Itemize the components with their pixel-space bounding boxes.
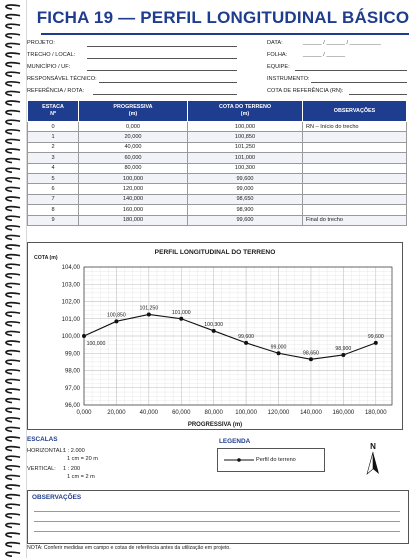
scale-vertical-eq: 1 cm = 2 m	[67, 474, 95, 480]
cell-progressiva: 40,000	[79, 142, 188, 152]
field-data-value[interactable]: ______ / ______ / __________	[303, 40, 381, 46]
data-label: 99,000	[270, 344, 287, 351]
data-point	[244, 341, 248, 345]
data-point	[179, 317, 183, 321]
cell-observacao[interactable]	[303, 205, 407, 215]
cell-progressiva: 100,000	[79, 173, 188, 183]
y-tick-label: 101,00	[61, 316, 80, 323]
profile-chart	[28, 243, 402, 429]
x-tick-label: 180,000	[364, 410, 387, 416]
cell-observacao[interactable]	[303, 194, 407, 204]
col-observacoes: OBSERVAÇÕES	[303, 101, 407, 122]
cell-cota: 99,600	[188, 215, 303, 225]
y-tick-label: 104,00	[61, 265, 80, 271]
table-row	[28, 122, 407, 132]
observations-title: OBSERVAÇÕES	[32, 494, 82, 501]
cell-observacao[interactable]: Final do trecho	[303, 215, 407, 225]
data-point	[212, 329, 216, 333]
x-tick-label: 60,000	[172, 410, 191, 416]
y-tick-label: 96,00	[64, 403, 80, 409]
survey-table	[27, 100, 407, 226]
scale-horizontal-eq: 1 cm = 20 m	[67, 456, 98, 462]
table-row	[28, 163, 407, 173]
table-row	[28, 153, 407, 163]
field-referencia-line[interactable]	[93, 94, 237, 95]
field-responsavel-line[interactable]	[99, 82, 237, 83]
col-cota: COTA DO TERRENO (m)	[188, 101, 303, 122]
cell-progressiva: 180,000	[79, 215, 188, 225]
table-row	[28, 215, 407, 225]
cell-progressiva: 20,000	[79, 132, 188, 142]
y-tick-label: 97,00	[64, 385, 80, 392]
chart-title: PERFIL LONGITUDINAL DO TERRENO	[154, 249, 276, 256]
data-label: 99,600	[238, 333, 255, 340]
cell-observacao[interactable]	[303, 184, 407, 194]
cell-estaca: 1	[28, 132, 79, 142]
col-progressiva: PROGRESSIVA (m)	[79, 101, 188, 122]
cell-estaca: 9	[28, 215, 79, 225]
north-arrow-icon	[361, 440, 385, 480]
cell-progressiva: 120,000	[79, 184, 188, 194]
cell-progressiva: 140,000	[79, 194, 188, 204]
table-row	[28, 194, 407, 204]
cell-cota: 99,000	[188, 184, 303, 194]
table-row	[28, 132, 407, 142]
x-tick-label: 100,000	[235, 410, 257, 416]
field-responsavel-label: RESPONSÁVEL TÉCNICO:	[27, 76, 97, 82]
form-sheet	[26, 0, 419, 558]
field-equipe-line[interactable]	[295, 70, 407, 71]
y-tick-label: 98,00	[64, 368, 80, 375]
data-point	[309, 357, 313, 361]
scale-horizontal-label: HORIZONTAL:	[27, 448, 65, 454]
cell-estaca: 0	[28, 122, 79, 132]
x-tick-label: 80,000	[204, 410, 223, 416]
table-row	[28, 205, 407, 215]
cell-progressiva: 60,000	[79, 153, 188, 163]
y-tick-label: 102,00	[61, 299, 80, 306]
field-trecho-line[interactable]	[87, 58, 237, 59]
y-tick-label: 99,00	[64, 351, 80, 358]
cell-observacao[interactable]	[303, 132, 407, 142]
cell-progressiva: 80,000	[79, 163, 188, 173]
chart-marks	[82, 305, 384, 361]
cell-cota: 99,600	[188, 173, 303, 183]
table-row	[28, 184, 407, 194]
field-referencia-label: REFERÊNCIA / ROTA:	[27, 88, 85, 94]
cell-cota: 98,900	[188, 205, 303, 215]
title-rule	[41, 33, 409, 35]
data-label: 101,000	[171, 309, 191, 316]
cell-observacao[interactable]	[303, 163, 407, 173]
field-folha-label: FOLHA:	[267, 52, 288, 58]
data-point	[277, 351, 281, 355]
cell-estaca: 6	[28, 184, 79, 194]
field-projeto-label: PROJETO:	[27, 40, 55, 46]
data-label: 101,250	[139, 305, 159, 312]
field-cota-ref-line[interactable]	[349, 94, 407, 95]
table-row	[28, 173, 407, 183]
field-instrumento-line[interactable]	[311, 82, 407, 83]
legend-title: LEGENDA	[219, 438, 251, 445]
cell-estaca: 4	[28, 163, 79, 173]
data-point	[114, 319, 118, 323]
field-folha-value[interactable]: ______ / ______	[303, 52, 345, 58]
field-trecho-label: TRECHO / LOCAL:	[27, 52, 76, 58]
north-label: N	[370, 442, 376, 451]
chart-x-label: PROGRESSIVA (m)	[187, 422, 243, 428]
data-label: 99,600	[367, 333, 384, 340]
observation-line[interactable]	[34, 531, 400, 532]
cell-estaca: 7	[28, 194, 79, 204]
field-cota-ref-label: COTA DE REFERÊNCIA (RN):	[267, 88, 344, 94]
y-tick-label: 100,00	[61, 334, 80, 340]
table-header-row	[28, 101, 407, 122]
x-tick-label: 160,000	[332, 410, 355, 416]
x-tick-label: 40,000	[139, 410, 159, 416]
table-row	[28, 142, 407, 152]
field-municipio-label: MUNICÍPIO / UF:	[27, 64, 71, 70]
observations-box	[27, 490, 409, 544]
data-point	[82, 334, 86, 338]
cell-observacao[interactable]: RN – Início do trecho	[303, 122, 407, 132]
field-projeto-line[interactable]	[87, 46, 237, 47]
footer-note: NOTA: Conferir medidas em campo e cotas de referência antes da utilização em projeto.	[27, 545, 231, 551]
cell-estaca: 5	[28, 173, 79, 183]
data-point	[147, 312, 151, 316]
spiral-binding	[0, 0, 22, 560]
field-equipe-label: EQUIPE:	[267, 64, 290, 70]
cell-cota: 101,250	[188, 142, 303, 152]
data-point	[341, 353, 345, 357]
field-instrumento-label: INSTRUMENTO:	[267, 76, 310, 82]
cell-progressiva: 160,000	[79, 205, 188, 215]
scales-title: ESCALAS	[27, 436, 58, 443]
scale-vertical-value: 1 : 200	[63, 466, 81, 472]
cell-cota: 98,650	[188, 194, 303, 204]
chart-y-label: COTA (m)	[34, 255, 58, 261]
scale-horizontal-value: 1 : 2.000	[63, 448, 85, 454]
x-tick-label: 20,000	[107, 410, 126, 416]
data-label: 98,900	[335, 345, 352, 352]
col-estaca: ESTACA Nº	[28, 101, 79, 122]
scale-vertical-label: VERTICAL:	[27, 466, 56, 472]
data-label: 98,650	[303, 350, 319, 357]
cell-cota: 101,000	[188, 153, 303, 163]
x-tick-label: 120,000	[267, 410, 290, 416]
data-point	[374, 341, 378, 345]
data-label: 100,850	[107, 312, 126, 319]
cell-estaca: 2	[28, 142, 79, 152]
chart-panel	[27, 242, 403, 430]
observation-line[interactable]	[34, 511, 400, 512]
cell-cota: 100,000	[188, 122, 303, 132]
field-data-label: DATA:	[267, 40, 283, 46]
cell-estaca: 3	[28, 153, 79, 163]
x-tick-label: 140,000	[300, 410, 322, 416]
data-label: 100,000	[86, 341, 106, 347]
x-tick-label: 0,000	[76, 410, 92, 416]
legend-item-label: Perfil do terreno	[256, 457, 296, 463]
cell-estaca: 8	[28, 205, 79, 215]
cell-observacao[interactable]	[303, 142, 407, 152]
data-label: 100,300	[204, 321, 224, 328]
cell-progressiva: 0,000	[79, 122, 188, 132]
legend-box	[217, 448, 325, 472]
field-municipio-line[interactable]	[87, 70, 237, 71]
cell-cota: 100,850	[188, 132, 303, 142]
y-tick-label: 103,00	[61, 282, 80, 289]
cell-observacao[interactable]	[303, 153, 407, 163]
observation-line[interactable]	[34, 521, 400, 522]
page-title: FICHA 19 — PERFIL LONGITUDINAL BÁSICO	[36, 8, 410, 27]
cell-observacao[interactable]	[303, 173, 407, 183]
cell-cota: 100,300	[188, 163, 303, 173]
